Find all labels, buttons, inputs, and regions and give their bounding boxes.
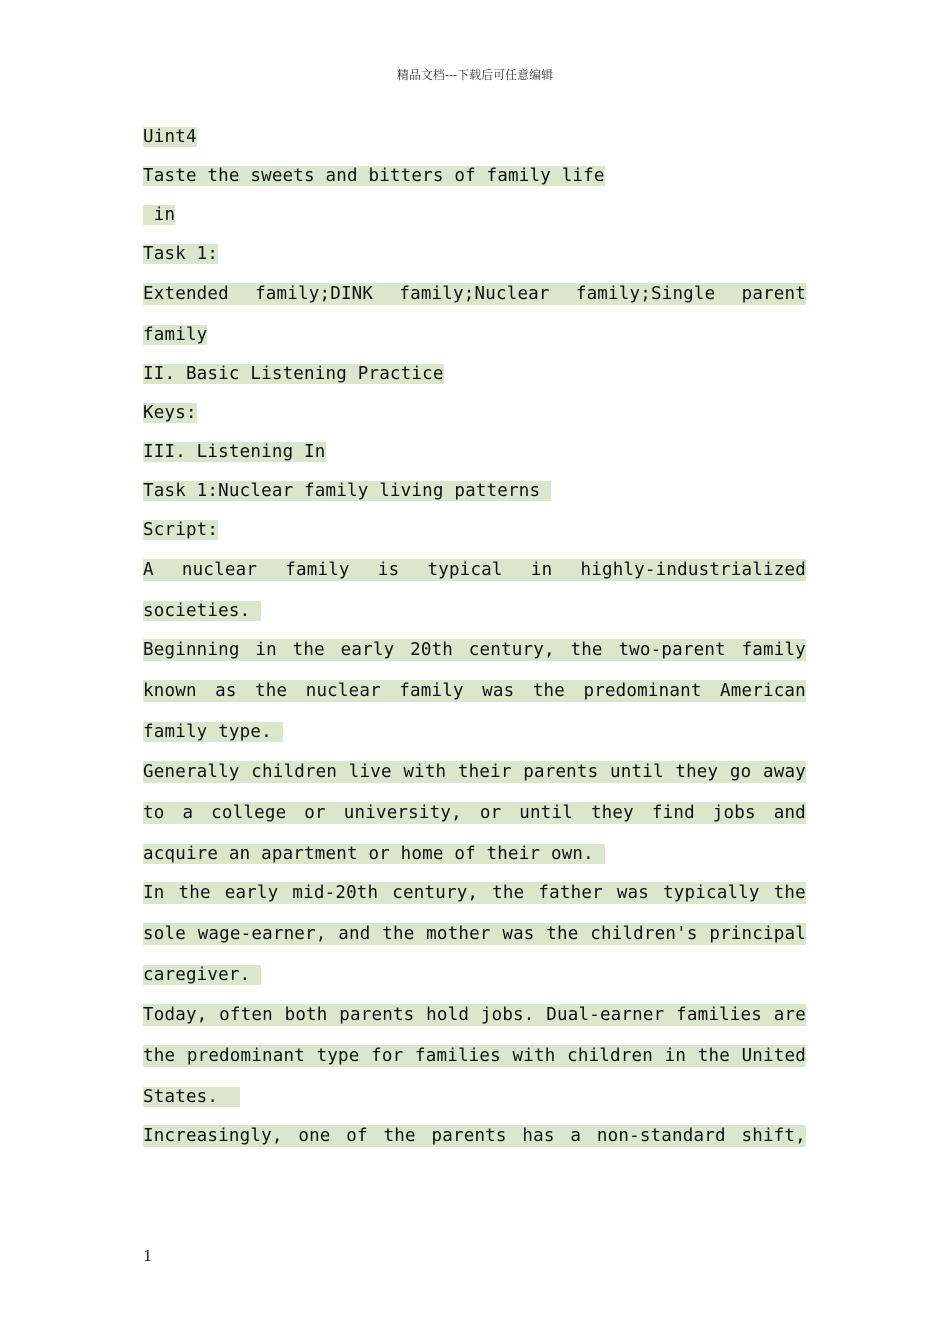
- word: and: [773, 803, 806, 823]
- word: college: [211, 803, 287, 823]
- word: the: [773, 883, 806, 903]
- word: hold: [426, 1005, 470, 1025]
- word: early: [224, 883, 279, 903]
- word: has: [522, 1126, 555, 1146]
- word: their: [457, 762, 512, 782]
- word: sole: [143, 924, 186, 944]
- word: the: [143, 1046, 176, 1066]
- word: was: [616, 883, 650, 903]
- word: until: [610, 762, 664, 782]
- word: family: [285, 560, 350, 580]
- word: was: [482, 681, 515, 701]
- justified-line: [143, 680, 806, 702]
- word: the: [383, 1126, 416, 1146]
- word: in: [255, 640, 277, 660]
- word: the: [532, 681, 566, 701]
- text-line: caregiver.: [143, 965, 262, 985]
- word: jobs: [712, 803, 756, 823]
- word: to: [143, 803, 165, 823]
- word: children: [567, 1046, 653, 1066]
- word: known: [143, 681, 197, 701]
- word: parents: [523, 762, 599, 782]
- word: family: [741, 640, 806, 660]
- text-line: family: [143, 325, 208, 345]
- word: with: [512, 1046, 556, 1066]
- word: family;Single: [575, 284, 716, 304]
- word: as: [215, 681, 237, 701]
- word: predominant: [186, 1046, 305, 1066]
- word: family;Nuclear: [399, 284, 550, 304]
- word: they: [675, 762, 719, 782]
- word: Dual-earner: [546, 1005, 665, 1025]
- word: away: [763, 762, 806, 782]
- word: the: [492, 883, 525, 903]
- word: a: [570, 1126, 582, 1146]
- text-line: acquire an apartment or home of their own.: [143, 844, 605, 864]
- word: type: [316, 1046, 360, 1066]
- word: find: [651, 803, 695, 823]
- text-line: in: [143, 205, 176, 225]
- task-heading: Task 1:Nuclear family living patterns: [143, 481, 551, 501]
- word: Generally: [143, 762, 240, 782]
- word: families: [676, 1005, 762, 1025]
- section-heading: III. Listening In: [143, 442, 326, 462]
- word: mother: [426, 924, 491, 944]
- justified-line: [143, 1125, 806, 1147]
- word: was: [502, 924, 535, 944]
- word: two-parent: [618, 640, 726, 660]
- task-heading: Task 1:: [143, 244, 219, 264]
- word: the: [546, 924, 579, 944]
- word: live: [348, 762, 392, 782]
- justified-line: [143, 923, 806, 945]
- word: the: [178, 883, 211, 903]
- word: Beginning: [143, 640, 240, 660]
- text-line: States.: [143, 1087, 240, 1107]
- word: shift,: [741, 1126, 806, 1146]
- word: both: [284, 1005, 328, 1025]
- word: one: [298, 1126, 331, 1146]
- word: parents: [339, 1005, 415, 1025]
- word: nuclear: [181, 560, 258, 580]
- word: principal: [709, 924, 806, 944]
- word: early: [340, 640, 395, 660]
- section-heading: II. Basic Listening Practice: [143, 364, 444, 384]
- word: of: [346, 1126, 368, 1146]
- text-line: societies.: [143, 601, 262, 621]
- word: in: [530, 560, 553, 580]
- justified-line: [143, 1045, 806, 1067]
- word: Today,: [143, 1005, 208, 1025]
- text-line: family type.: [143, 722, 283, 742]
- word: the: [255, 681, 288, 701]
- word: American: [720, 681, 806, 701]
- keys-label: Keys:: [143, 403, 197, 423]
- unit-subtitle: Taste the sweets and bitters of family life: [143, 166, 605, 186]
- word: family: [399, 681, 464, 701]
- word: the: [292, 640, 325, 660]
- word: they: [590, 803, 634, 823]
- word: for: [371, 1046, 404, 1066]
- word: In: [143, 883, 165, 903]
- word: the: [697, 1046, 730, 1066]
- word: are: [773, 1005, 806, 1025]
- word: with: [403, 762, 447, 782]
- justified-line: [143, 1004, 806, 1026]
- word: university,: [343, 803, 462, 823]
- page-header: 精品文档---下载后可任意编辑: [396, 68, 554, 82]
- word: A: [143, 560, 154, 580]
- word: jobs.: [480, 1005, 535, 1025]
- word: often: [219, 1005, 273, 1025]
- word: and: [338, 924, 371, 944]
- word: century,: [468, 640, 555, 660]
- word: non-standard: [596, 1126, 726, 1146]
- unit-title: Uint4: [143, 127, 197, 147]
- word: predominant: [583, 681, 702, 701]
- word: families: [415, 1046, 501, 1066]
- justified-line: [143, 559, 806, 581]
- word: parent: [741, 284, 806, 304]
- word: Increasingly,: [143, 1126, 283, 1146]
- word: the: [570, 640, 603, 660]
- justified-line: [143, 802, 806, 824]
- word: or: [479, 803, 502, 823]
- word: highly-industrialized: [580, 560, 806, 580]
- word: children: [251, 762, 338, 782]
- justified-line: [143, 283, 806, 305]
- page-number: 1: [143, 1247, 153, 1265]
- word: typical: [427, 560, 503, 580]
- word: or: [304, 803, 326, 823]
- word: mid-20th: [292, 883, 379, 903]
- word: wage-earner,: [197, 924, 327, 944]
- justified-line: [143, 761, 806, 783]
- script-label: Script:: [143, 520, 219, 540]
- word: Extended: [143, 284, 229, 304]
- justified-line: [143, 882, 806, 904]
- word: until: [519, 803, 573, 823]
- word: father: [538, 883, 603, 903]
- word: century,: [392, 883, 479, 903]
- word: children's: [590, 924, 698, 944]
- word: nuclear: [305, 681, 381, 701]
- word: in: [664, 1046, 687, 1066]
- word: parents: [431, 1126, 507, 1146]
- word: United: [741, 1046, 806, 1066]
- word: typically: [663, 883, 760, 903]
- word: 20th: [410, 640, 454, 660]
- word: is: [377, 560, 400, 580]
- word: the: [382, 924, 415, 944]
- word: a: [182, 803, 194, 823]
- word: family;DINK: [255, 284, 374, 304]
- justified-line: [143, 639, 806, 661]
- word: go: [729, 762, 752, 782]
